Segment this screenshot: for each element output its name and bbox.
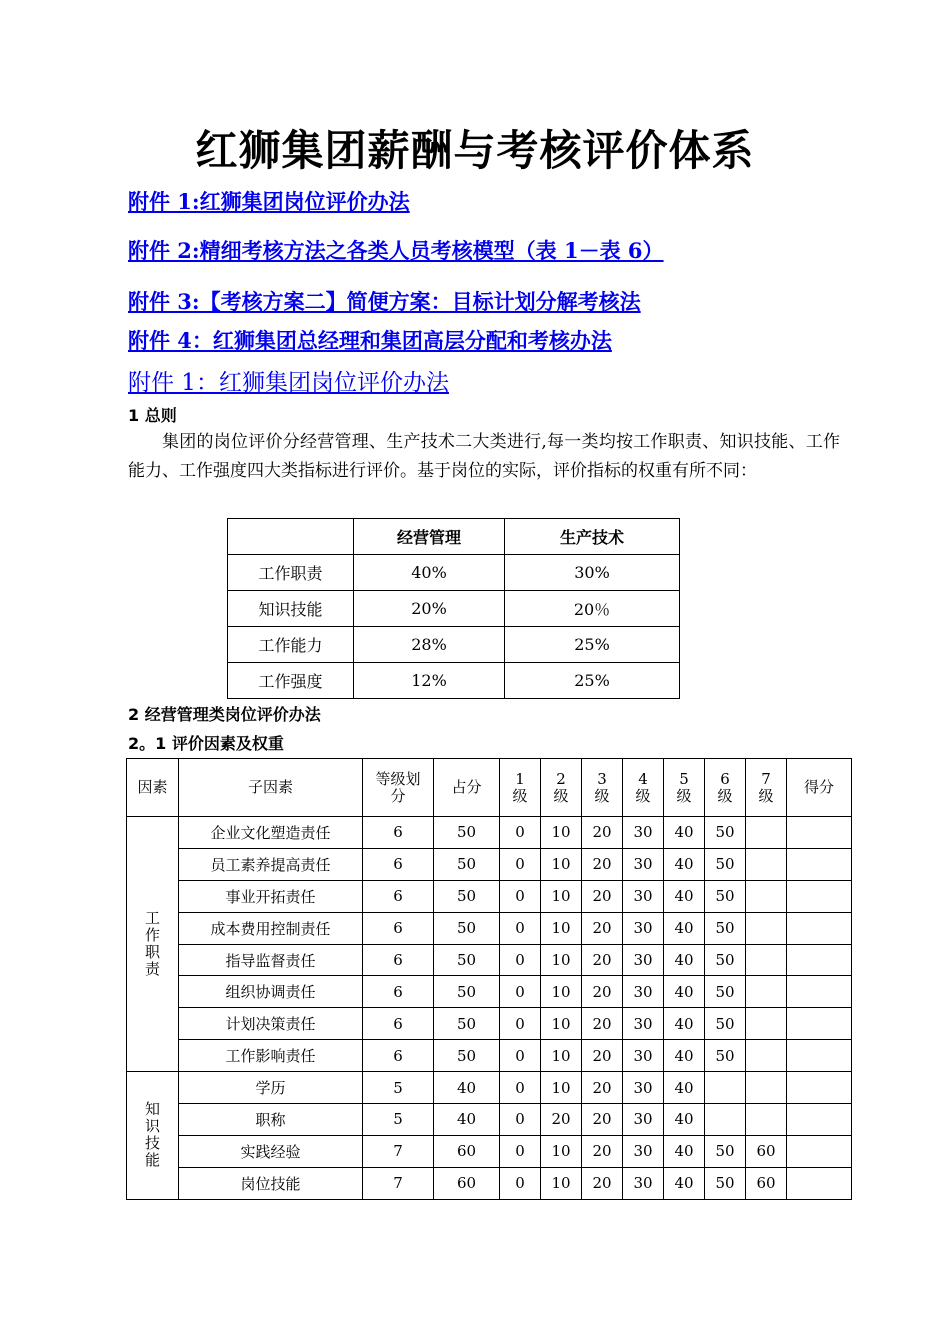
value-cell: 10 (541, 848, 582, 880)
value-cell: 0 (500, 880, 541, 912)
value-cell (787, 1040, 852, 1072)
value-cell: 0 (500, 817, 541, 849)
weight-header-cell: 生产技术 (505, 519, 680, 555)
value-cell: 50 (434, 817, 500, 849)
table-row (127, 1104, 852, 1136)
factor-table-header (127, 759, 852, 817)
weight-table (227, 518, 680, 699)
weight-header-cell (228, 519, 354, 555)
value-cell: 50 (705, 976, 746, 1008)
subsection-heading-factors: 2。1 评价因素及权重 (128, 734, 284, 753)
value-cell (746, 848, 787, 880)
header-cell: 占分 (434, 759, 500, 817)
value-cell: 50 (705, 1040, 746, 1072)
header-cell: 等级划分 (363, 759, 434, 817)
value-cell: 50 (434, 848, 500, 880)
section-heading-general: 1 总则 (128, 406, 177, 425)
header-cell: 2级 (541, 759, 582, 817)
value-cell: 50 (434, 1040, 500, 1072)
value-cell: 6 (363, 1040, 434, 1072)
header-cell: 3级 (582, 759, 623, 817)
value-cell: 0 (500, 1040, 541, 1072)
value-cell: 20 (582, 1167, 623, 1199)
link-appendix-4[interactable]: 附件 4：红狮集团总经理和集团高层分配和考核办法 (128, 328, 612, 353)
value-cell: 6 (363, 848, 434, 880)
value-cell: 30 (623, 1167, 664, 1199)
factor-cell: 知识技能 (127, 1072, 179, 1200)
weight-cell: 20% (354, 591, 505, 627)
weight-cell: 工作职责 (228, 555, 354, 591)
weight-cell: 40% (354, 555, 505, 591)
value-cell: 5 (363, 1104, 434, 1136)
factor-table-body (127, 817, 852, 1200)
value-cell (787, 817, 852, 849)
value-cell: 50 (705, 880, 746, 912)
value-cell (787, 1167, 852, 1199)
table-row (127, 1167, 852, 1199)
subfactor-cell: 职称 (179, 1104, 363, 1136)
value-cell: 40 (664, 976, 705, 1008)
value-cell: 60 (434, 1167, 500, 1199)
value-cell: 40 (664, 848, 705, 880)
value-cell (746, 880, 787, 912)
weight-cell: 28% (354, 627, 505, 663)
value-cell: 50 (434, 1008, 500, 1040)
link-appendix-3[interactable]: 附件 3:【考核方案二】简便方案：目标计划分解考核法 (128, 289, 641, 314)
weight-table-header (228, 519, 680, 555)
table-row (127, 1008, 852, 1040)
weight-cell: 知识技能 (228, 591, 354, 627)
link-appendix-1[interactable]: 附件 1:红狮集团岗位评价办法 (128, 189, 410, 214)
subfactor-cell: 成本费用控制责任 (179, 912, 363, 944)
value-cell: 10 (541, 944, 582, 976)
link-appendix-1-heading[interactable]: 附件 1：红狮集团岗位评价办法 (128, 370, 449, 396)
header-cell: 6级 (705, 759, 746, 817)
value-cell: 60 (746, 1135, 787, 1167)
value-cell: 5 (363, 1072, 434, 1104)
value-cell: 10 (541, 1008, 582, 1040)
value-cell: 30 (623, 1072, 664, 1104)
value-cell: 20 (582, 1104, 623, 1136)
table-row (228, 591, 680, 627)
weight-cell: 25% (505, 627, 680, 663)
table-row (127, 944, 852, 976)
weight-cell: 30% (505, 555, 680, 591)
subfactor-cell: 组织协调责任 (179, 976, 363, 1008)
value-cell: 20 (582, 944, 623, 976)
header-cell: 得分 (787, 759, 852, 817)
subfactor-cell: 指导监督责任 (179, 944, 363, 976)
value-cell: 30 (623, 1135, 664, 1167)
value-cell: 6 (363, 1008, 434, 1040)
value-cell (787, 1072, 852, 1104)
value-cell: 40 (434, 1104, 500, 1136)
value-cell: 40 (664, 1167, 705, 1199)
weight-header-cell: 经营管理 (354, 519, 505, 555)
value-cell: 30 (623, 1008, 664, 1040)
value-cell: 50 (434, 880, 500, 912)
value-cell (746, 944, 787, 976)
value-cell (746, 1072, 787, 1104)
value-cell (705, 1072, 746, 1104)
value-cell: 30 (623, 1104, 664, 1136)
value-cell: 50 (705, 1167, 746, 1199)
value-cell: 0 (500, 912, 541, 944)
value-cell: 30 (623, 817, 664, 849)
subfactor-cell: 计划决策责任 (179, 1008, 363, 1040)
value-cell: 20 (582, 817, 623, 849)
value-cell: 10 (541, 1072, 582, 1104)
table-row (127, 976, 852, 1008)
value-cell: 6 (363, 880, 434, 912)
value-cell (705, 1104, 746, 1136)
factor-table (126, 758, 852, 1200)
weight-cell: 25% (505, 663, 680, 699)
table-row (127, 848, 852, 880)
link-appendix-2[interactable]: 附件 2:精细考核方法之各类人员考核模型（表 1－表 6） (128, 238, 664, 263)
table-row (228, 627, 680, 663)
header-cell: 4级 (623, 759, 664, 817)
value-cell: 0 (500, 1167, 541, 1199)
value-cell: 6 (363, 817, 434, 849)
table-row (127, 1072, 852, 1104)
subfactor-cell: 实践经验 (179, 1135, 363, 1167)
section-heading-management: 2 经营管理类岗位评价办法 (128, 705, 321, 724)
table-row (127, 880, 852, 912)
value-cell: 0 (500, 1135, 541, 1167)
value-cell: 50 (705, 944, 746, 976)
value-cell: 40 (664, 944, 705, 976)
value-cell: 10 (541, 1040, 582, 1072)
value-cell: 10 (541, 1135, 582, 1167)
value-cell: 20 (582, 880, 623, 912)
value-cell: 10 (541, 880, 582, 912)
value-cell: 30 (623, 880, 664, 912)
table-row (127, 1135, 852, 1167)
document-title: 红狮集团薪酬与考核评价体系 (195, 126, 755, 175)
header-cell: 5级 (664, 759, 705, 817)
header-cell: 1级 (500, 759, 541, 817)
value-cell: 30 (623, 848, 664, 880)
value-cell: 30 (623, 912, 664, 944)
value-cell: 50 (705, 817, 746, 849)
value-cell: 30 (623, 976, 664, 1008)
subfactor-cell: 事业开拓责任 (179, 880, 363, 912)
weight-cell: 工作强度 (228, 663, 354, 699)
header-cell: 7级 (746, 759, 787, 817)
value-cell: 20 (582, 1040, 623, 1072)
value-cell: 7 (363, 1135, 434, 1167)
value-cell: 40 (664, 1008, 705, 1040)
weight-cell: 12% (354, 663, 505, 699)
value-cell (746, 976, 787, 1008)
value-cell: 40 (664, 817, 705, 849)
subfactor-cell: 学历 (179, 1072, 363, 1104)
value-cell: 50 (705, 1008, 746, 1040)
value-cell: 0 (500, 848, 541, 880)
value-cell (746, 1104, 787, 1136)
value-cell: 6 (363, 912, 434, 944)
value-cell (787, 1135, 852, 1167)
value-cell: 30 (623, 1040, 664, 1072)
value-cell: 0 (500, 1104, 541, 1136)
value-cell: 50 (434, 944, 500, 976)
table-row (228, 555, 680, 591)
value-cell: 50 (434, 912, 500, 944)
table-row (127, 912, 852, 944)
value-cell: 20 (582, 912, 623, 944)
section-paragraph: 集团的岗位评价分经营管理、生产技术二大类进行,每一类均按工作职责、知识技能、工作能力、工作强度四大类指标进行评价。基于岗位的实际，评价指标的权重有所不同： (128, 432, 840, 481)
value-cell (746, 1040, 787, 1072)
value-cell: 6 (363, 976, 434, 1008)
value-cell: 40 (664, 880, 705, 912)
value-cell: 40 (664, 1104, 705, 1136)
header-cell: 子因素 (179, 759, 363, 817)
value-cell: 20 (582, 848, 623, 880)
header-cell: 因素 (127, 759, 179, 817)
table-row (127, 1040, 852, 1072)
value-cell: 20 (582, 1135, 623, 1167)
value-cell: 0 (500, 944, 541, 976)
value-cell: 40 (664, 912, 705, 944)
value-cell (787, 1008, 852, 1040)
table-row (127, 817, 852, 849)
value-cell (787, 880, 852, 912)
value-cell: 20 (541, 1104, 582, 1136)
value-cell: 40 (664, 1040, 705, 1072)
value-cell: 50 (434, 976, 500, 1008)
value-cell: 10 (541, 1167, 582, 1199)
weight-cell: 工作能力 (228, 627, 354, 663)
subfactor-cell: 员工素养提高责任 (179, 848, 363, 880)
weight-cell: 20％ (505, 591, 680, 627)
value-cell (746, 912, 787, 944)
table-row (228, 663, 680, 699)
value-cell: 10 (541, 912, 582, 944)
value-cell: 7 (363, 1167, 434, 1199)
value-cell (787, 912, 852, 944)
value-cell (787, 976, 852, 1008)
value-cell: 0 (500, 976, 541, 1008)
factor-cell: 工作职责 (127, 817, 179, 1072)
value-cell: 50 (705, 848, 746, 880)
value-cell: 60 (434, 1135, 500, 1167)
value-cell: 60 (746, 1167, 787, 1199)
value-cell (746, 1008, 787, 1040)
value-cell: 40 (434, 1072, 500, 1104)
value-cell: 0 (500, 1072, 541, 1104)
value-cell: 40 (664, 1072, 705, 1104)
subfactor-cell: 岗位技能 (179, 1167, 363, 1199)
value-cell: 20 (582, 976, 623, 1008)
value-cell: 6 (363, 944, 434, 976)
value-cell: 50 (705, 1135, 746, 1167)
value-cell: 40 (664, 1135, 705, 1167)
value-cell: 30 (623, 944, 664, 976)
value-cell: 50 (705, 912, 746, 944)
value-cell: 10 (541, 817, 582, 849)
value-cell (746, 817, 787, 849)
value-cell: 20 (582, 1072, 623, 1104)
value-cell: 10 (541, 976, 582, 1008)
value-cell: 0 (500, 1008, 541, 1040)
value-cell (787, 1104, 852, 1136)
value-cell (787, 944, 852, 976)
value-cell (787, 848, 852, 880)
subfactor-cell: 工作影响责任 (179, 1040, 363, 1072)
value-cell: 20 (582, 1008, 623, 1040)
subfactor-cell: 企业文化塑造责任 (179, 817, 363, 849)
